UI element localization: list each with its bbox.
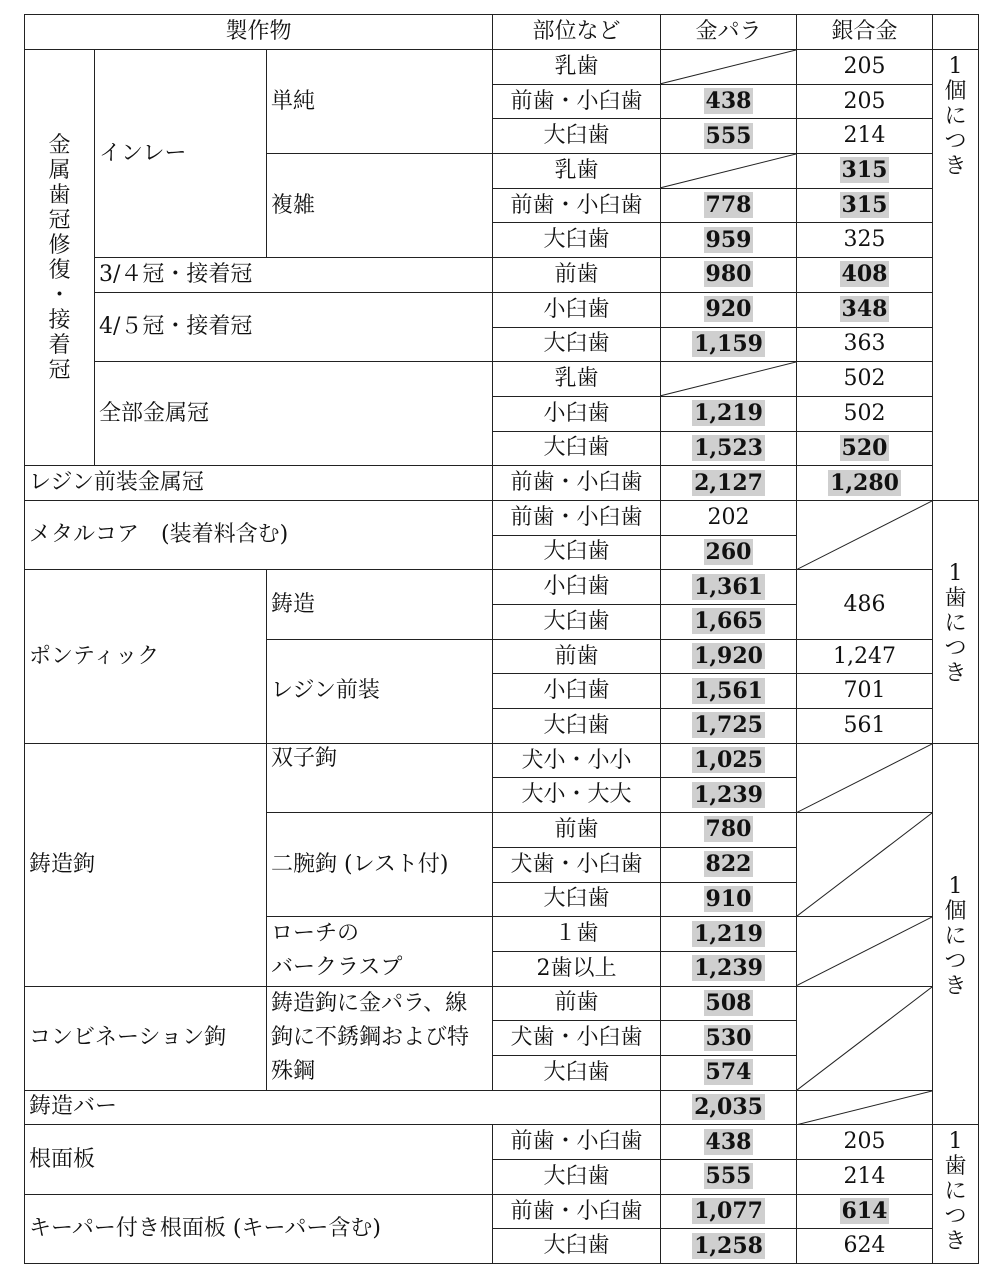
part-cell: 大臼歯 [493, 1055, 661, 1090]
empty-cell [797, 500, 933, 569]
part-cell: １歯 [493, 917, 661, 952]
header-part: 部位など [493, 15, 661, 50]
cast-bar-label: 鋳造バー [25, 1090, 661, 1125]
silver-value: 205 [797, 84, 933, 119]
gold-value: 920 [661, 292, 797, 327]
part-cell: 大臼歯 [493, 223, 661, 258]
table-row [25, 258, 979, 293]
gold-value: 1,239 [661, 951, 797, 986]
root-cap-label: 根面板 [25, 1125, 493, 1194]
part-cell: 前歯 [493, 258, 661, 293]
resin-facing-label: レジン前装 [267, 639, 493, 743]
part-cell: 2歯以上 [493, 951, 661, 986]
gold-value: 438 [661, 84, 797, 119]
unit-per-tooth-2: 1 歯 に つ き [933, 1125, 979, 1264]
pontic-label: ポンティック [25, 570, 267, 743]
table-row [25, 466, 979, 501]
part-cell: 大小・大大 [493, 778, 661, 813]
silver-value: 1,280 [797, 466, 933, 501]
empty-cell [661, 154, 797, 189]
silver-value: 561 [797, 709, 933, 744]
gold-value: 555 [661, 119, 797, 154]
empty-cell [797, 743, 933, 812]
part-cell: 前歯・小臼歯 [493, 84, 661, 119]
silver-value: 1,247 [797, 639, 933, 674]
unit-per-tooth: 1 歯 に つ き [933, 500, 979, 743]
gold-value: 1,725 [661, 709, 797, 744]
gold-value: 910 [661, 882, 797, 917]
table-row [25, 292, 979, 327]
silver-value: 502 [797, 362, 933, 397]
complex-label: 複雑 [267, 154, 493, 258]
silver-value: 205 [797, 1125, 933, 1160]
gold-value: 2,127 [661, 466, 797, 501]
part-cell: 乳歯 [493, 362, 661, 397]
cast-clasp-label: 鋳造鉤 [25, 743, 267, 986]
part-cell: 前歯 [493, 813, 661, 848]
gold-value: 959 [661, 223, 797, 258]
silver-value: 214 [797, 119, 933, 154]
unit-per-piece-2: 1 個 に つ き [933, 743, 979, 1125]
gold-value: 980 [661, 258, 797, 293]
gold-value: 555 [661, 1160, 797, 1195]
table-row [25, 50, 979, 85]
gold-value: 1,523 [661, 431, 797, 466]
gold-value: 1,159 [661, 327, 797, 362]
header-silver: 銀合金 [797, 15, 933, 50]
part-cell: 大臼歯 [493, 535, 661, 570]
part-cell: 前歯・小臼歯 [493, 466, 661, 501]
table-row [25, 743, 979, 778]
header-row [25, 15, 979, 50]
part-cell: 大臼歯 [493, 1160, 661, 1195]
part-cell: 小臼歯 [493, 396, 661, 431]
full-metal-crown-label: 全部金属冠 [95, 362, 493, 466]
part-cell: 大臼歯 [493, 119, 661, 154]
silver-value: 315 [797, 154, 933, 189]
empty-cell [661, 362, 797, 397]
keeper-root-cap-label: キーパー付き根面板 (キーパー含む) [25, 1194, 493, 1263]
silver-value: 408 [797, 258, 933, 293]
gold-value: 1,239 [661, 778, 797, 813]
part-cell: 乳歯 [493, 50, 661, 85]
combination-note: 鋳造鉤に金パラ、線鉤に不銹鋼および特殊鋼 [267, 986, 493, 1090]
part-cell: 小臼歯 [493, 570, 661, 605]
table-row [25, 1090, 979, 1125]
silver-value: 205 [797, 50, 933, 85]
gold-value: 1,077 [661, 1194, 797, 1229]
roach-bar-clasp-label: ローチの バークラスプ [267, 917, 493, 986]
silver-value: 614 [797, 1194, 933, 1229]
part-cell: 小臼歯 [493, 674, 661, 709]
part-cell: 大臼歯 [493, 1229, 661, 1264]
gold-value: 780 [661, 813, 797, 848]
gold-value: 1,561 [661, 674, 797, 709]
silver-value: 214 [797, 1160, 933, 1195]
gold-value: 1,258 [661, 1229, 797, 1264]
part-cell: 前歯・小臼歯 [493, 1194, 661, 1229]
silver-value: 486 [797, 570, 933, 639]
silver-value: 502 [797, 396, 933, 431]
empty-cell [797, 986, 933, 1090]
simple-label: 単純 [267, 50, 493, 154]
table-row [25, 362, 979, 397]
header-unit [933, 15, 979, 50]
resin-crown-label: レジン前装金属冠 [25, 466, 493, 501]
combination-clasp-label: コンビネーション鉤 [25, 986, 267, 1090]
table-row [25, 1125, 979, 1160]
part-cell: 前歯・小臼歯 [493, 1125, 661, 1160]
silver-value: 701 [797, 674, 933, 709]
crown-45-label: 4/５冠・接着冠 [95, 292, 493, 361]
empty-cell [797, 813, 933, 917]
gold-value: 508 [661, 986, 797, 1021]
silver-value: 315 [797, 188, 933, 223]
two-arm-clasp-label: 二腕鉤 (レスト付) [267, 813, 493, 917]
gold-value: 1,219 [661, 917, 797, 952]
gold-value: 1,219 [661, 396, 797, 431]
part-cell: 犬歯・小臼歯 [493, 1021, 661, 1056]
silver-value: 624 [797, 1229, 933, 1264]
silver-value: 348 [797, 292, 933, 327]
part-cell: 大臼歯 [493, 327, 661, 362]
empty-cell [661, 50, 797, 85]
part-cell: 前歯 [493, 986, 661, 1021]
silver-value: 520 [797, 431, 933, 466]
part-cell: 大臼歯 [493, 605, 661, 640]
gold-value: 1,361 [661, 570, 797, 605]
table-row [25, 1194, 979, 1229]
empty-cell [797, 1090, 933, 1125]
part-cell: 前歯・小臼歯 [493, 500, 661, 535]
metal-crown-category: 金 属 歯 冠 修 復 ・ 接 着 冠 [25, 50, 95, 466]
gold-value: 1,920 [661, 639, 797, 674]
empty-cell [797, 917, 933, 986]
fee-table [24, 14, 979, 1264]
gold-value: 1,025 [661, 743, 797, 778]
metal-core-label: メタルコア (装着料含む) [25, 500, 493, 569]
part-cell: 大臼歯 [493, 709, 661, 744]
unit-per-piece: 1 個 に つ き [933, 50, 979, 501]
part-cell: 犬歯・小臼歯 [493, 847, 661, 882]
part-cell: 乳歯 [493, 154, 661, 189]
gold-value: 574 [661, 1055, 797, 1090]
gold-value: 2,035 [661, 1090, 797, 1125]
gold-value: 260 [661, 535, 797, 570]
gold-value: 778 [661, 188, 797, 223]
crown-34-label: 3/４冠・接着冠 [95, 258, 493, 293]
gold-value: 438 [661, 1125, 797, 1160]
table-row [25, 986, 979, 1021]
part-cell: 大臼歯 [493, 882, 661, 917]
part-cell: 大臼歯 [493, 431, 661, 466]
double-clasp-label: 双子鉤 [267, 743, 493, 812]
silver-value: 363 [797, 327, 933, 362]
part-cell: 前歯・小臼歯 [493, 188, 661, 223]
table-row [25, 570, 979, 605]
table-row [25, 500, 979, 535]
inlay-label: インレー [95, 50, 267, 258]
gold-value: 530 [661, 1021, 797, 1056]
part-cell: 犬小・小小 [493, 743, 661, 778]
silver-value: 325 [797, 223, 933, 258]
part-cell: 前歯 [493, 639, 661, 674]
gold-value: 1,665 [661, 605, 797, 640]
gold-value: 202 [661, 500, 797, 535]
cast-label: 鋳造 [267, 570, 493, 639]
header-gold: 金パラ [661, 15, 797, 50]
header-item: 製作物 [25, 15, 493, 50]
part-cell: 小臼歯 [493, 292, 661, 327]
gold-value: 822 [661, 847, 797, 882]
